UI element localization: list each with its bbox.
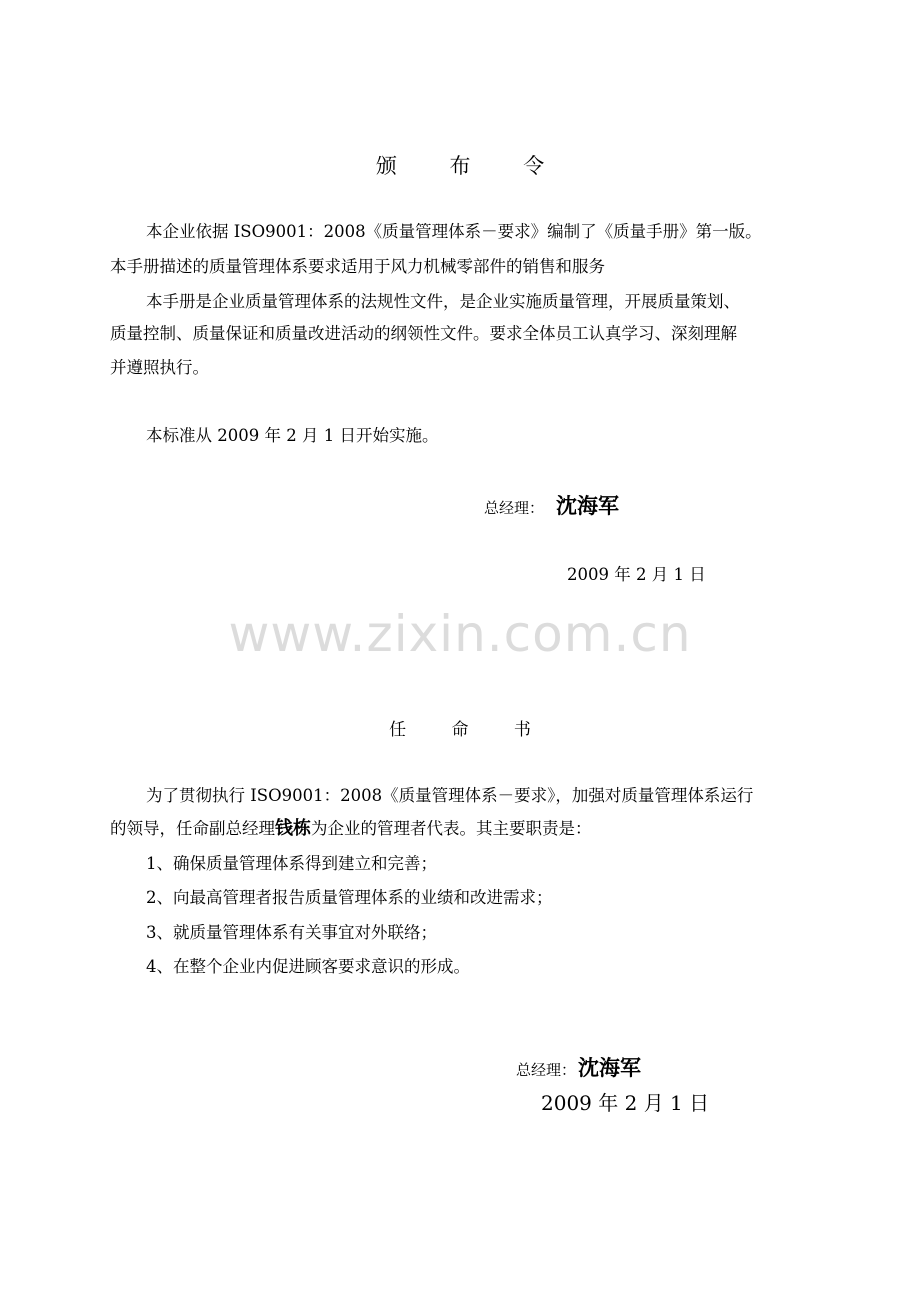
duty-item: 2、向最高管理者报告质量管理体系的业绩和改进需求；	[146, 888, 553, 907]
appointment-title	[0, 715, 920, 740]
appointment-date: 2009 年 2 月 1 日	[541, 1091, 710, 1115]
decree-paragraph1-line2: 本手册描述的质量管理体系要求适用于风力机械零部件的销售和服务	[110, 257, 605, 276]
appointment-title-char: 任	[389, 720, 407, 740]
appointee-name: 钱栋	[275, 818, 311, 839]
decree-paragraph2-line1: 本手册是企业质量管理体系的法规性文件，是企业实施质量管理，开展质量策划、	[146, 292, 740, 311]
decree-title	[0, 150, 920, 180]
appointment-line1: 为了贯彻执行 ISO9001：2008《质量管理体系－要求》，加强对质量管理体系运行	[146, 786, 754, 805]
appointment-line2-after: 为企业的管理者代表。其主要职责是：	[311, 819, 592, 838]
decree-paragraph1-line1: 本企业依据 ISO9001：2008《质量管理体系－要求》编制了《质量手册》第一版。	[146, 222, 762, 241]
decree-signature	[484, 490, 619, 520]
decree-signature-label: 总经理：	[484, 499, 545, 517]
appointment-title-char: 书	[513, 720, 531, 740]
appointment-title-char: 命	[451, 720, 469, 740]
decree-paragraph2-line3: 并遵照执行。	[110, 358, 209, 377]
appointment-line2	[110, 818, 592, 840]
duty-item: 4、在整个企业内促进顾客要求意识的形成。	[146, 957, 470, 976]
decree-signature-name: 沈海军	[556, 494, 620, 518]
decree-paragraph3: 本标准从 2009 年 2 月 1 日开始实施。	[146, 426, 439, 445]
decree-title-char: 颁	[375, 154, 397, 178]
decree-title-char: 布	[449, 154, 471, 178]
appointment-signature-label: 总经理：	[516, 1061, 577, 1079]
appointment-signature-name: 沈海军	[578, 1056, 642, 1080]
decree-title-char: 令	[523, 154, 545, 178]
decree-paragraph2-line2: 质量控制、质量保证和质量改进活动的纲领性文件。要求全体员工认真学习、深刻理解	[110, 324, 737, 343]
appointment-signature	[516, 1052, 641, 1082]
watermark-text: www.zixin.com.cn	[228, 605, 692, 663]
decree-date: 2009 年 2 月 1 日	[567, 565, 706, 584]
appointment-line2-before: 的领导，任命副总经理	[110, 819, 275, 838]
duty-item: 3、就质量管理体系有关事宜对外联络；	[146, 923, 437, 942]
duty-item: 1、确保质量管理体系得到建立和完善；	[146, 854, 437, 873]
